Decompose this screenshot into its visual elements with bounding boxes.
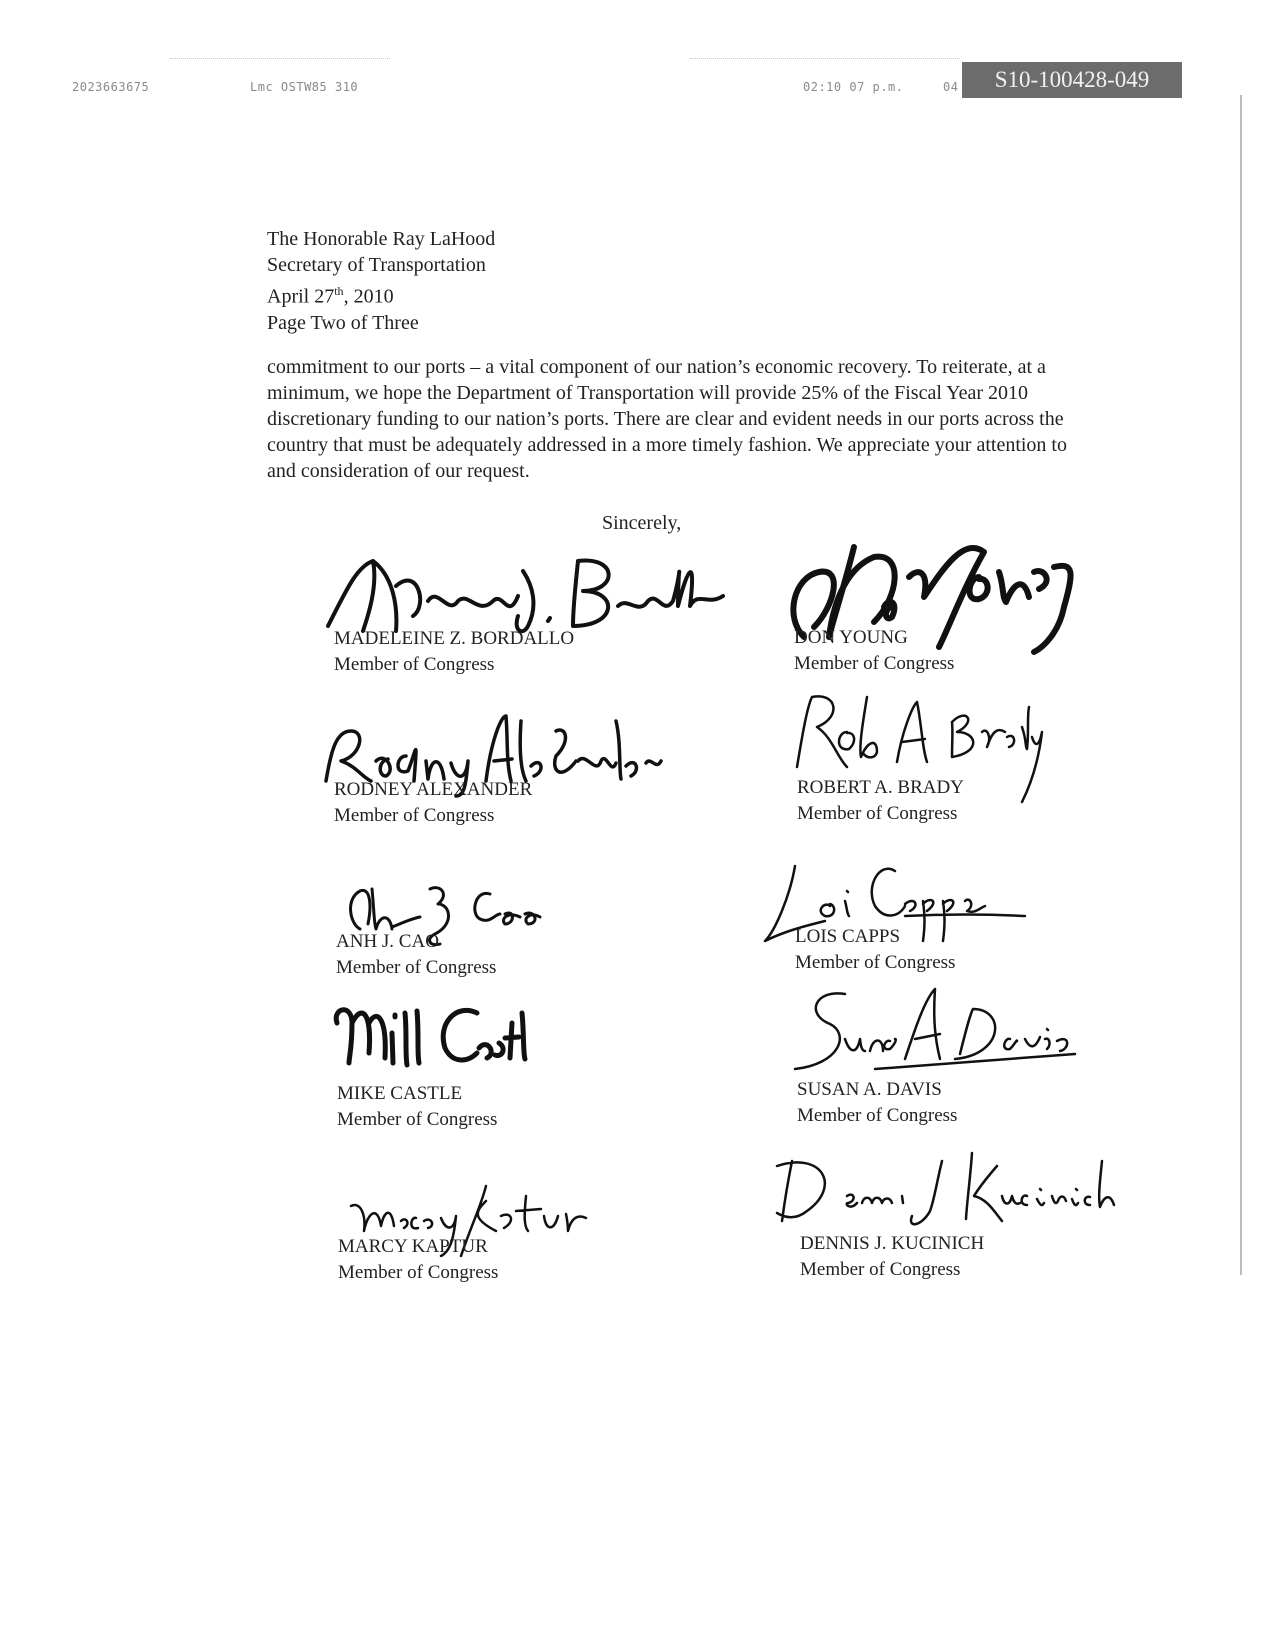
- signatory-role: Member of Congress: [797, 803, 958, 824]
- recipient-name: The Honorable Ray LaHood: [267, 228, 496, 250]
- signatory-role: Member of Congress: [334, 654, 495, 675]
- signatory-name: MIKE CASTLE: [337, 1083, 463, 1104]
- signatory-name: SUSAN A. DAVIS: [797, 1079, 942, 1100]
- signatory-name: LOIS CAPPS: [795, 926, 901, 947]
- signatory-role: Member of Congress: [795, 952, 956, 973]
- signatory-role: Member of Congress: [797, 1105, 958, 1126]
- document-id-stamp: S10-100428-049: [962, 62, 1182, 98]
- fax-number: 2023663675: [72, 80, 150, 94]
- fax-line-id: Lmc OSTW85 310: [250, 80, 359, 94]
- signatory-name: MADELEINE Z. BORDALLO: [334, 628, 575, 649]
- signatory-name: RODNEY ALEXANDER: [334, 779, 533, 800]
- letter-body: [267, 354, 1087, 484]
- recipient-title: Secretary of Transportation: [267, 254, 486, 276]
- fax-page: 04: [943, 80, 959, 94]
- closing: Sincerely,: [602, 512, 682, 534]
- letter-date: April 27th, 2010: [267, 284, 394, 308]
- page-edge-line: [1240, 95, 1242, 1275]
- signature-castle: [327, 993, 547, 1083]
- page-indicator: Page Two of Three: [267, 311, 419, 334]
- signatory-name: MARCY KAPTUR: [338, 1236, 488, 1257]
- signatory-role: Member of Congress: [334, 805, 495, 826]
- address-block: [267, 226, 495, 336]
- signatory-role: Member of Congress: [794, 653, 955, 674]
- signatory-name: ANH J. CAO: [336, 931, 439, 952]
- signatory-name: DENNIS J. KUCINICH: [800, 1233, 985, 1254]
- scan-artifact: [170, 58, 390, 60]
- signatory-name: ROBERT A. BRADY: [797, 777, 964, 798]
- signatory-role: Member of Congress: [337, 1109, 498, 1130]
- fax-time: 02:10 07 p.m.: [803, 80, 904, 94]
- signatory-role: Member of Congress: [336, 957, 497, 978]
- body-paragraph: commitment to our ports – a vital component of our nation’s economic recovery. To reiterate, at a minimum, we hope the Department of Transportation will provide 25% of the Fiscal Year 2010 discretionary funding to our nation’s ports. There are clear and evident needs in our ports across the country that must be adequately addressed in a more timely fashion. We appreciate your attention to and consideration of our request.: [267, 356, 1067, 482]
- signatory-name: DON YOUNG: [794, 627, 908, 648]
- scan-artifact: [690, 58, 960, 60]
- signatory-role: Member of Congress: [338, 1262, 499, 1283]
- signatory-role: Member of Congress: [800, 1259, 961, 1280]
